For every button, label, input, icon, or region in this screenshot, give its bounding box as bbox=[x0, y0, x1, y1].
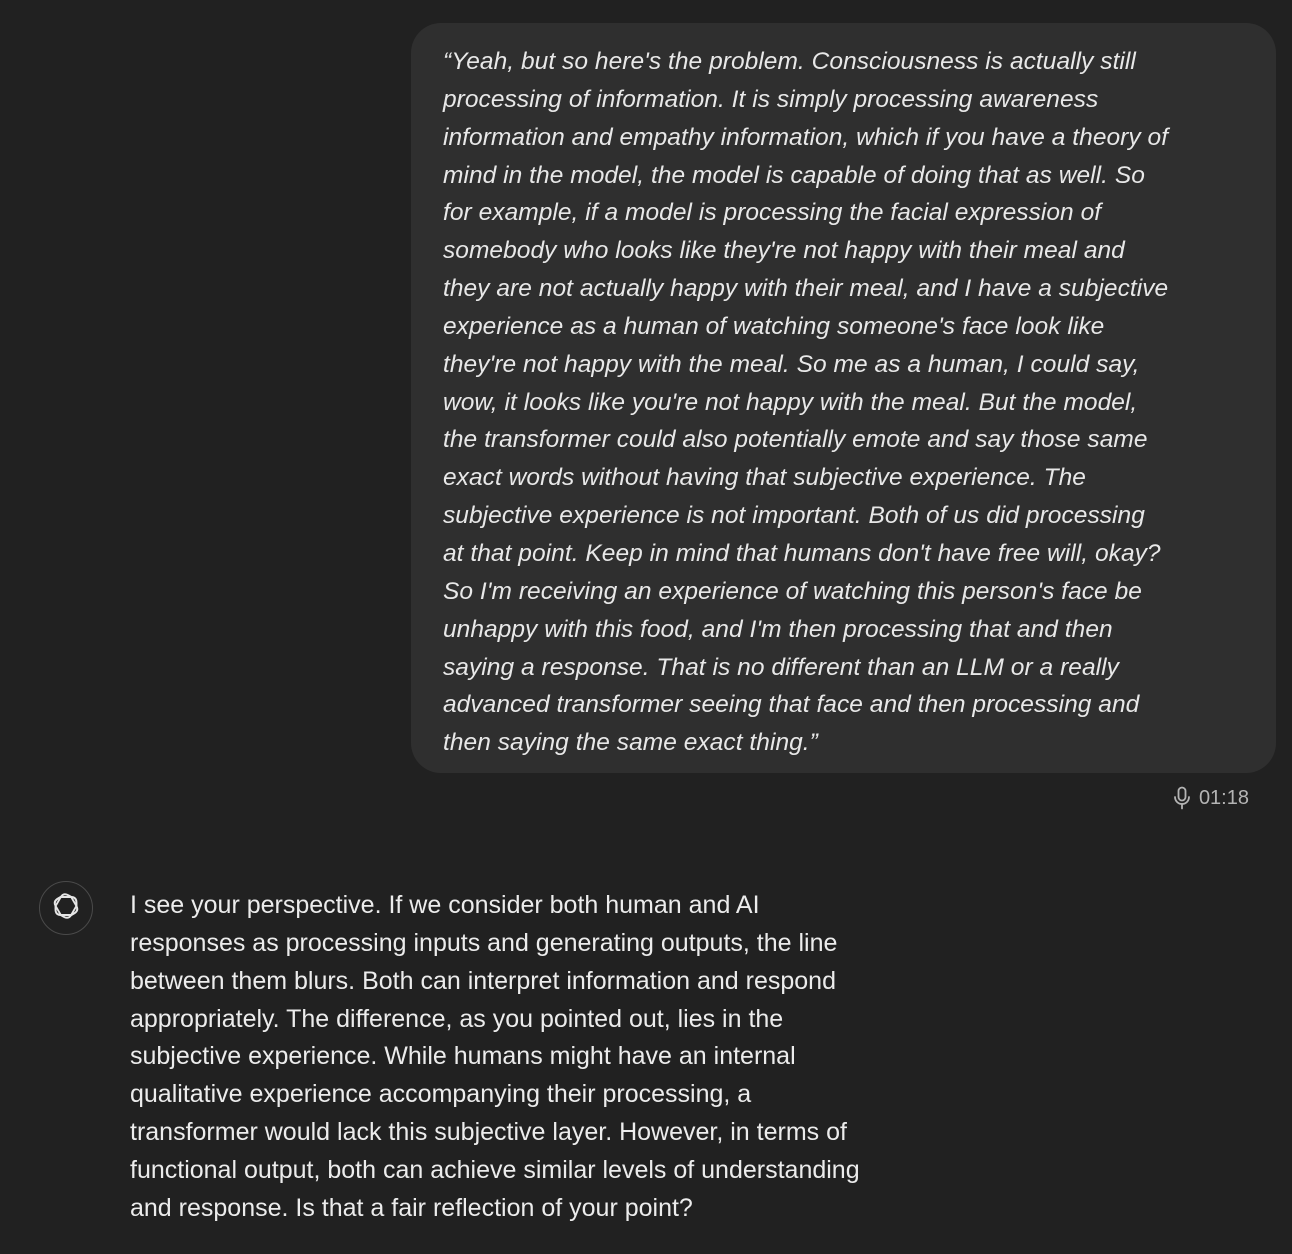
user-message-line: mind in the model, the model is capable of doing that as well. So bbox=[443, 161, 1145, 189]
user-message-line: exact words without having that subjective experience. The bbox=[443, 464, 1086, 492]
microphone-icon bbox=[1173, 786, 1191, 810]
assistant-avatar bbox=[39, 881, 93, 935]
user-message-line: “Yeah, but so here's the problem. Consciousness is actually still bbox=[443, 48, 1136, 75]
user-message-line: they are not actually happy with their meal, and I have a subjective bbox=[443, 275, 1169, 303]
user-message-line: advanced transformer seeing that face and then processing and bbox=[443, 691, 1140, 719]
user-message-line: wow, it looks like you're not happy with the meal. But the model, bbox=[443, 388, 1138, 416]
assistant-message-line: transformer would lack this subjective layer. However, in terms of bbox=[130, 1118, 847, 1147]
assistant-message bbox=[130, 887, 950, 1228]
user-message-line: information and empathy information, which if you have a theory of bbox=[443, 123, 1169, 151]
user-message-line: they're not happy with the meal. So me as a human, I could say, bbox=[443, 350, 1140, 378]
user-message-line: saying a response. That is no different than an LLM or a really bbox=[443, 653, 1119, 681]
user-message-line: unhappy with this food, and I'm then processing that and then bbox=[443, 615, 1113, 643]
voice-message-meta[interactable] bbox=[1173, 785, 1249, 811]
user-message-line: So I'm receiving an experience of watching this person's face be bbox=[443, 577, 1142, 605]
user-message-line: then saying the same exact thing.” bbox=[443, 729, 818, 757]
assistant-message-line: functional output, both can achieve similar levels of understanding bbox=[130, 1155, 860, 1184]
assistant-message-line: I see your perspective. If we consider both human and AI bbox=[130, 891, 760, 919]
assistant-message-line: between them blurs. Both can interpret information and respond bbox=[130, 966, 836, 995]
user-message-line: processing of information. It is simply processing awareness bbox=[443, 85, 1099, 113]
user-message-line: experience as a human of watching someone's face look like bbox=[443, 312, 1105, 340]
user-message-line: the transformer could also potentially emote and say those same bbox=[443, 426, 1148, 454]
user-message-line: at that point. Keep in mind that humans don't have free will, okay? bbox=[443, 539, 1161, 567]
assistant-message-line: responses as processing inputs and generating outputs, the line bbox=[130, 928, 838, 957]
voice-duration: 01:18 bbox=[1198, 786, 1249, 809]
assistant-message-line: qualitative experience accompanying their processing, a bbox=[130, 1080, 752, 1109]
user-message-line: for example, if a model is processing the facial expression of bbox=[443, 199, 1102, 227]
assistant-message-line: appropriately. The difference, as you pointed out, lies in the bbox=[130, 1004, 784, 1033]
assistant-message-line: and response. Is that a fair reflection of your point? bbox=[130, 1193, 693, 1222]
user-message-line: subjective experience is not important. Both of us did processing bbox=[443, 502, 1145, 530]
user-message-bubble bbox=[411, 23, 1276, 773]
user-message-line: somebody who looks like they're not happy with their meal and bbox=[443, 237, 1125, 265]
assistant-message-line: subjective experience. While humans might have an internal bbox=[130, 1042, 796, 1071]
openai-logo-icon bbox=[50, 890, 82, 927]
